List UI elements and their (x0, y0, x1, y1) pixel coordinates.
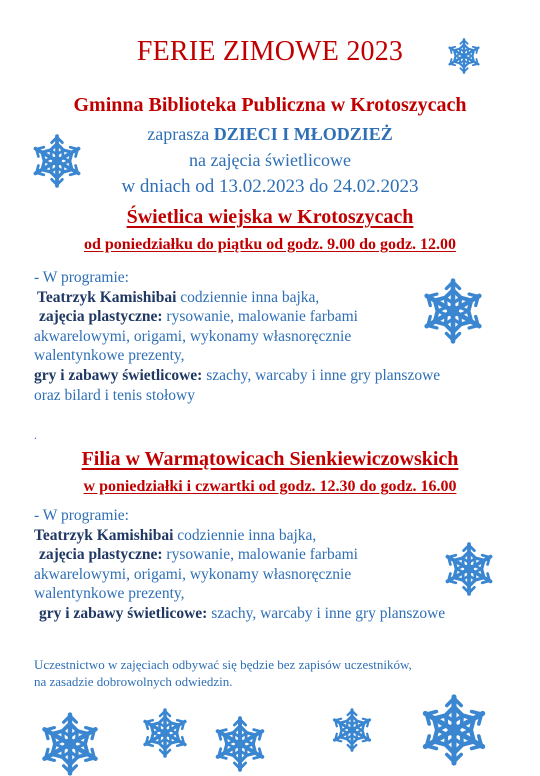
invite-prefix: zaprasza (147, 124, 214, 144)
snowflake-icon (30, 134, 84, 188)
page-title: FERIE ZIMOWE 2023 (136, 36, 404, 67)
activity-line: na zajęcia świetlicowe (189, 150, 351, 170)
dates-line: w dniach od 13.02.2023 do 24.02.2023 (121, 176, 419, 197)
snowflake-icon (330, 708, 374, 752)
program-item-teatrzyk: Teatrzyk Kamishibai codziennie inna bajka, (37, 288, 320, 306)
snowflake-icon (442, 542, 496, 596)
participation-note (34, 656, 412, 690)
program-item-plastyczne: zajęcia plastyczne: rysowanie, malowanie farbami (39, 308, 358, 326)
hours-warmatowice: w poniedziałki i czwartki od godz. 12.30 do godz. 16.00 (83, 478, 457, 495)
program-item-plastyczne-line2: akwarelowymi, origami, wykonamy własnoręcznie (34, 327, 352, 345)
note-line1: Uczestnictwo w zajęciach odbywać się będzie bez zapisów uczestników, (34, 657, 412, 672)
snowflake-icon (446, 38, 482, 74)
snowflake-icon (140, 708, 190, 758)
program-item-teatrzyk: Teatrzyk Kamishibai codziennie inna bajka, (34, 526, 317, 544)
venue-krotoszyce: Świetlica wiejska w Krotoszycach (126, 206, 414, 228)
invite-audience: DZIECI I MŁODZIEŻ (213, 124, 393, 144)
program-item-gry-line2: oraz bilard i tenis stołowy (34, 386, 195, 404)
program-item-plastyczne-line3: walentynkowe prezenty, (34, 585, 185, 603)
organization-name: Gminna Biblioteka Publiczna w Krotoszycach (73, 94, 467, 116)
hours-krotoszyce: od poniedziałku do piątku od godz. 9.00 do godz. 12.00 (83, 236, 457, 253)
program-label: - W programie: (34, 269, 129, 286)
program-item-gry: gry i zabawy świetlicowe: szachy, warcaby i inne gry planszowe (39, 604, 446, 622)
note-line2: na zasadzie dobrowolnych odwiedzin. (34, 674, 233, 689)
venue-warmatowice: Filia w Warmątowicach Sienkiewiczowskich (81, 448, 459, 470)
program-item-plastyczne: zajęcia plastyczne: rysowanie, malowanie farbami (39, 546, 358, 564)
snowflake-icon (420, 278, 486, 344)
program-krotoszyce (34, 268, 440, 405)
snowflake-icon (38, 712, 102, 776)
program-item-plastyczne-line3: walentynkowe prezenty, (34, 347, 185, 365)
snowflake-icon (418, 694, 490, 766)
program-warmatowice (34, 506, 445, 624)
separator-dot: . (34, 428, 37, 442)
program-label: - W programie: (34, 507, 129, 524)
program-item-plastyczne-line2: akwarelowymi, origami, wykonamy własnoręcznie (34, 565, 352, 583)
program-item-gry: gry i zabawy świetlicowe: szachy, warcaby i inne gry planszowe (34, 366, 441, 384)
